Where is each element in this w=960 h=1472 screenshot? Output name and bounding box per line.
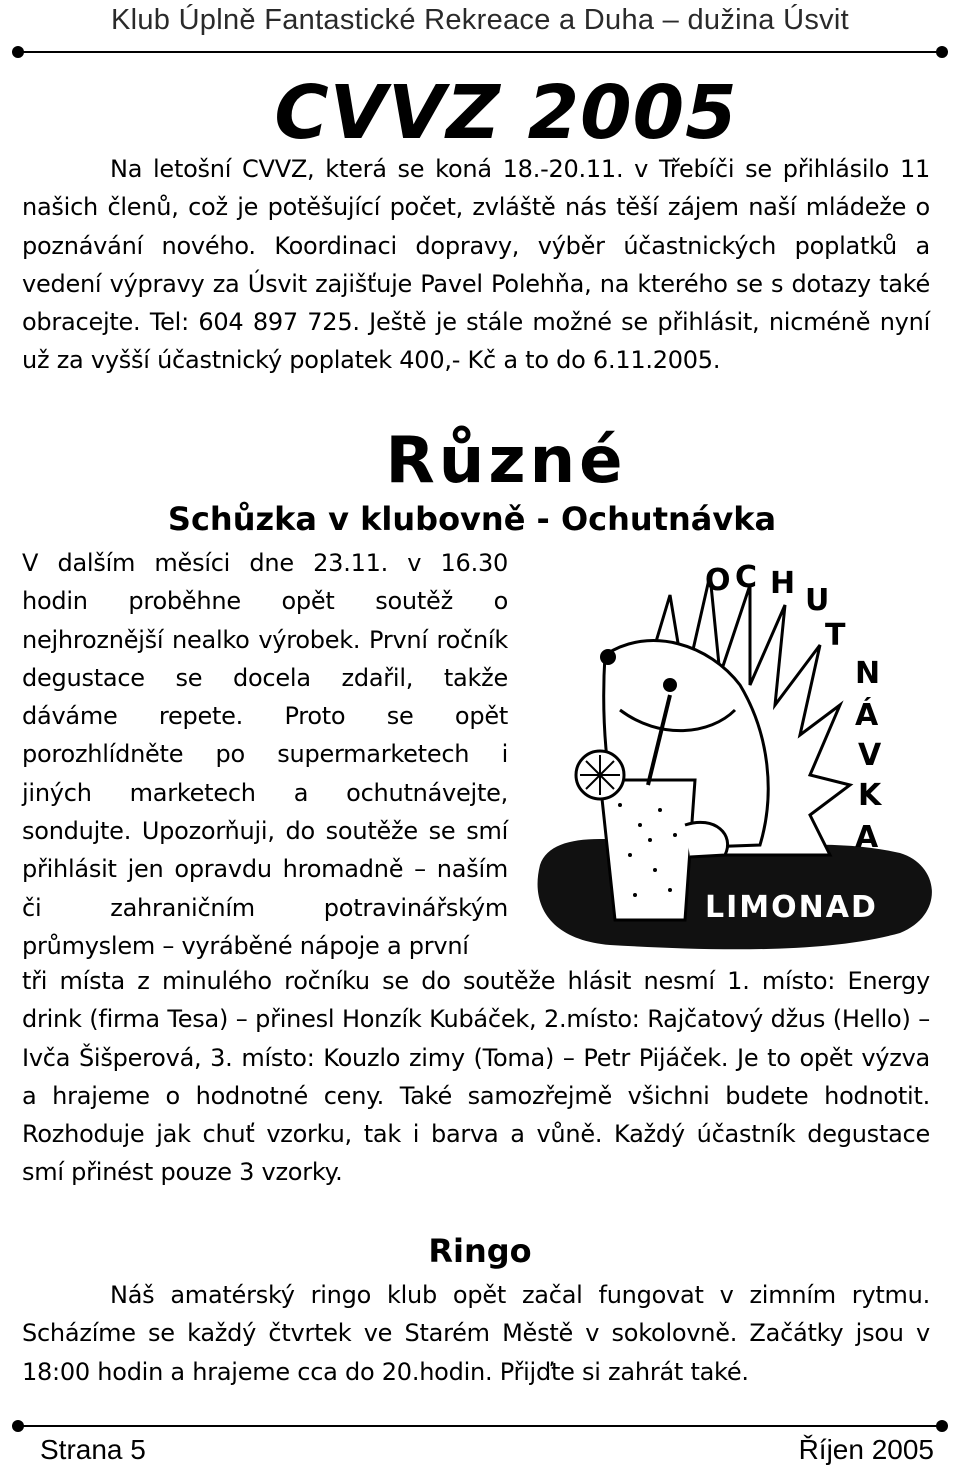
hedgehog-lemonade-illustration bbox=[520, 535, 950, 955]
ochutnavka-letter: C bbox=[735, 560, 758, 595]
cvvz-title: CVVZ 2005 bbox=[274, 70, 738, 156]
ochutnavka-letter: O bbox=[705, 563, 731, 598]
ochutnavka-letter: U bbox=[805, 583, 830, 618]
ochutnavka-letter: Á bbox=[855, 698, 879, 733]
lemonade-glass bbox=[600, 780, 695, 920]
ochutnavka-text-full: tři místa z minulého ročníku se do soutěže hlásit nesmí 1. místo: Energy drink (firma Tesa) – přinesl Honzík Kubáček, 2.místo: Rajčatový džus (Hello) – Ivča Šišperová, 3. místo: Kouzlo zimy (Toma) – Petr Pijáček. Je to opět výzva a hrajeme o hodnotné ceny. Také samozřejmě všichni budete hodnotit. Rozhoduje jak chuť vzorku, tak i barva a vůně. Každý účastník degustace smí přinést pouze 3 vzorky. bbox=[22, 967, 930, 1187]
ochutnavka-letter: V bbox=[858, 738, 882, 773]
limonad-label: LIMONAD bbox=[705, 890, 878, 925]
ochutnavka-text-left: V dalším měsíci dne 23.11. v 16.30 hodin proběhne opět soutěž o nejhroznější nealko výrobek. První ročník degustace se docela zdařil, takže dáváme repete. Proto se opět porozhlídněte po supermarketech i jiných marketech a ochutnávejte, sondujte. Upozorňuji, do soutěže se smí přihlásit jen opravdu hromadně – naším či zahraničním potravinářským průmyslem – vyráběné nápoje a první bbox=[22, 549, 508, 960]
ringo-title: Ringo bbox=[428, 1232, 532, 1270]
schuzka-subtitle: Schůzka v klubovně - Ochutnávka bbox=[167, 500, 777, 538]
ochutnavka-letter: H bbox=[770, 566, 796, 601]
newsletter-header: Klub Úplně Fantastické Rekreace a Duha – dužina Úsvit bbox=[110, 4, 850, 36]
footer-page-number: Strana 5 bbox=[40, 1434, 146, 1465]
ochutnavka-letter: K bbox=[858, 778, 882, 813]
footer-rule bbox=[10, 1418, 950, 1434]
ochutnavka-letter: T bbox=[825, 618, 846, 653]
cvvz-text: Na letošní CVVZ, která se koná 18.-20.11. v Třebíči se přihlásilo 11 našich členů, což je potěšující počet, zvláště nás těší zájem naší mládeže o poznávání nového. Koordinaci dopravy, výběr účastnických poplatků a vedení výpravy za Úsvit zajišťuje Pavel Polehňa, na kterého se s dotazy také obracejte. Tel: 604 897 725. Ještě je stále možné se přihlásit, nicméně nyní už za vyšší účastnický poplatek 400,- Kč a to do 6.11.2005. bbox=[22, 155, 930, 375]
hedgehog-eye bbox=[663, 678, 677, 692]
footer-date: Říjen 2005 bbox=[798, 1434, 934, 1465]
cvvz-paragraph bbox=[22, 150, 930, 380]
ochutnavka-letter: A bbox=[855, 820, 879, 855]
header-rule bbox=[10, 44, 950, 60]
hedgehog-nose bbox=[600, 649, 616, 665]
ringo-paragraph bbox=[22, 1276, 930, 1391]
ringo-text: Náš amatérský ringo klub opět začal fungovat v zimním rytmu. Scházíme se každý čtvrtek ve Starém Městě v sokolovně. Začátky jsou v 18:00 hodin a hrajeme cca do 20.hodin. Přijďte si zahrát také. bbox=[22, 1281, 930, 1386]
ochutnavka-letter: N bbox=[855, 656, 881, 691]
ruzne-title: Různé bbox=[385, 424, 627, 498]
